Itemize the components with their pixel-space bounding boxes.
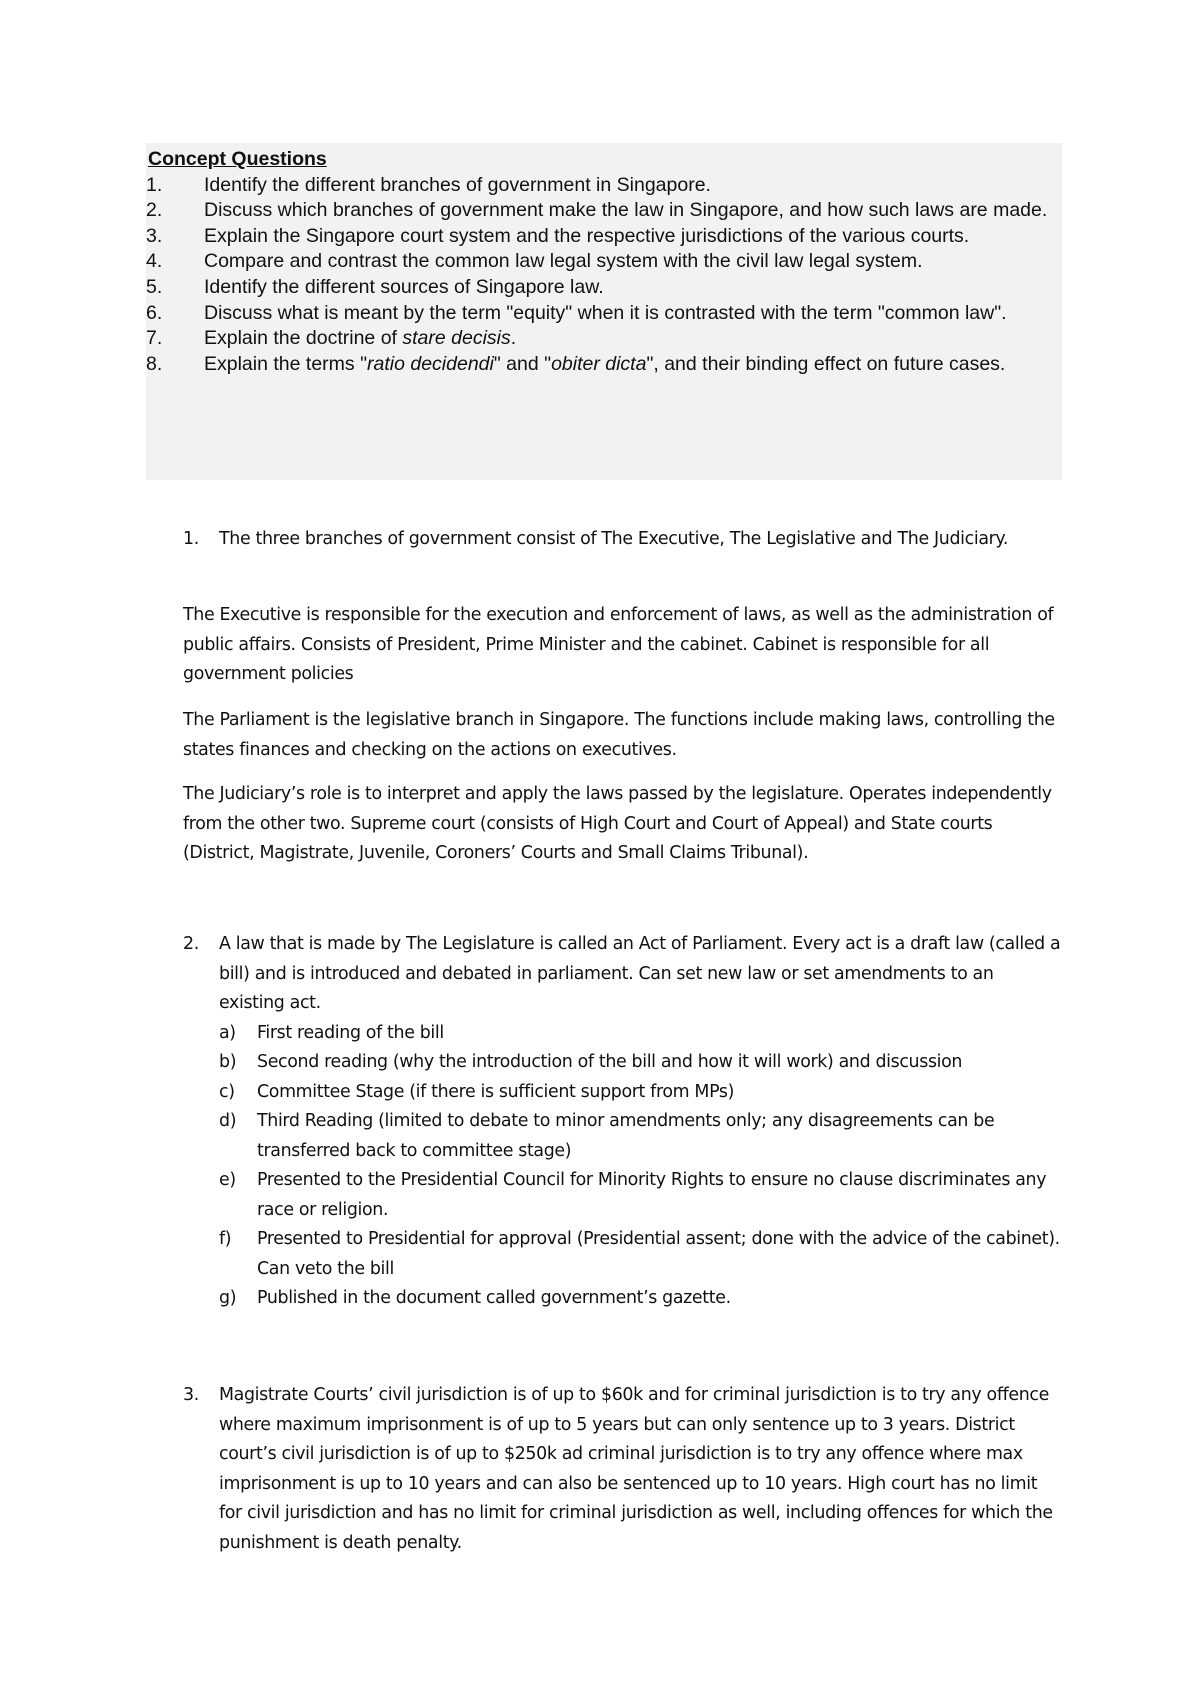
answer-1-item [183,525,1063,555]
concept-question-8 [146,352,1062,378]
step-text: Third Reading (limited to debate to minor amendments only; any disagreements can be transferred back to committee stage) [257,1111,995,1161]
concept-question-5 [146,275,1062,301]
bill-step-a [219,1019,1063,1049]
concept-question-1 [146,173,1062,199]
concept-questions-box [146,143,1062,480]
question-number: 2. [146,199,163,222]
step-letter: c) [219,1081,235,1102]
step-text: Presented to the Presidential Council for Minority Rights to ensure no clause discriminates any race or religion. [257,1170,1047,1220]
question-text-start: Explain the doctrine of [204,327,403,350]
question-text: Explain the Singapore court system and the respective jurisdictions of the various courts. [204,224,970,247]
concept-question-7 [146,326,1062,352]
answer-number: 3. [183,1385,199,1405]
step-text: First reading of the bill [257,1022,444,1043]
bill-step-g [219,1284,1063,1314]
question-number: 5. [146,275,163,298]
answer-number: 2. [183,934,199,954]
bill-step-f [219,1225,1063,1284]
answer-3-item [183,1381,1063,1558]
question-number: 1. [146,173,163,196]
step-letter: f) [219,1229,232,1249]
judiciary-paragraph: The Judiciary’s role is to interpret and apply the laws passed by the legislature. Operates independently from the other two. Supreme court (consists of High Court and Court of Appeal) and State courts (District, Magistrate, Juvenile, Coroners’ Courts and Small Claims Tribunal). [183,784,1052,863]
question-text: Compare and contrast the common law legal system with the civil law legal system. [204,250,923,273]
question-number: 7. [146,327,163,350]
executive-paragraph: The Executive is responsible for the execution and enforcement of laws, as well as the administration of public affairs. Consists of President, Prime Minister and the cabinet. Cabinet is responsible for all government policies [183,605,1054,684]
step-text: Presented to Presidential for approval (Presidential assent; done with the advice of the cabinet). Can veto the bill [257,1229,1060,1279]
step-letter: e) [219,1170,236,1190]
answer-text: A law that is made by The Legislature is called an Act of Parliament. Every act is a draft law (called a bill) and is introduced and debated in parliament. Can set new law or set amendments to an existing act. [219,934,1061,1013]
answer-2 [183,930,1063,1314]
step-letter: a) [219,1022,236,1043]
question-text-start: Explain the terms " [204,352,367,375]
answer-3 [183,1381,1063,1558]
bill-step-d [219,1107,1063,1166]
step-letter: b) [219,1052,237,1072]
step-text: Committee Stage (if there is sufficient support from MPs) [257,1081,735,1102]
question-text-end: . [510,327,517,350]
answer-2-item [183,930,1063,1019]
parliament-paragraph: The Parliament is the legislative branch in Singapore. The functions include making laws, controlling the states finances and checking on the actions on executives. [183,710,1055,760]
concept-question-4 [146,249,1062,275]
question-number: 4. [146,250,163,273]
question-text-mid: " and " [493,352,552,375]
question-term: obiter dicta [551,352,647,375]
bill-step-e [219,1166,1063,1225]
question-text: Discuss what is meant by the term "equity" when it is contrasted with the term "common law". [204,301,1007,324]
question-number: 8. [146,352,163,375]
question-number: 6. [146,301,163,324]
bill-step-b [219,1048,1063,1078]
question-term: ratio decidendi [367,352,494,375]
question-text-end: ", and their binding effect on future cases. [646,352,1006,375]
question-text: Identify the different branches of government in Singapore. [204,173,711,196]
concept-question-6 [146,301,1062,327]
bill-step-c [219,1078,1063,1108]
question-number: 3. [146,224,163,247]
answer-text: The three branches of government consist of The Executive, The Legislative and The Judiciary. [219,529,1009,549]
answer-number: 1. [183,529,199,549]
step-text: Published in the document called government’s gazette. [257,1288,731,1308]
step-text: Second reading (why the introduction of the bill and how it will work) and discussion [257,1052,963,1072]
step-letter: g) [219,1288,237,1308]
answer-text: Magistrate Courts’ civil jurisdiction is of up to $60k and for criminal jurisdiction is to try any offence where maximum imprisonment is of up to 5 years but can only sentence up to 3 years. District court’s civil jurisdiction is of up to $250k ad criminal jurisdiction is to try any offence where max imprisonment is up to 10 years and can also be sentenced up to 10 years. High court has no limit for civil jurisdiction and has no limit for criminal jurisdiction as well, including offences for which the punishment is death penalty. [219,1385,1053,1553]
question-text: Identify the different sources of Singapore law. [204,275,604,298]
question-text: Discuss which branches of government make the law in Singapore, and how such laws are made. [204,199,1048,222]
concept-questions-title: Concept Questions [148,148,327,170]
concept-question-3 [146,224,1062,250]
concept-question-2 [146,198,1062,224]
question-term: stare decisis [402,327,511,350]
step-letter: d) [219,1111,237,1131]
answer-1 [183,525,1063,555]
